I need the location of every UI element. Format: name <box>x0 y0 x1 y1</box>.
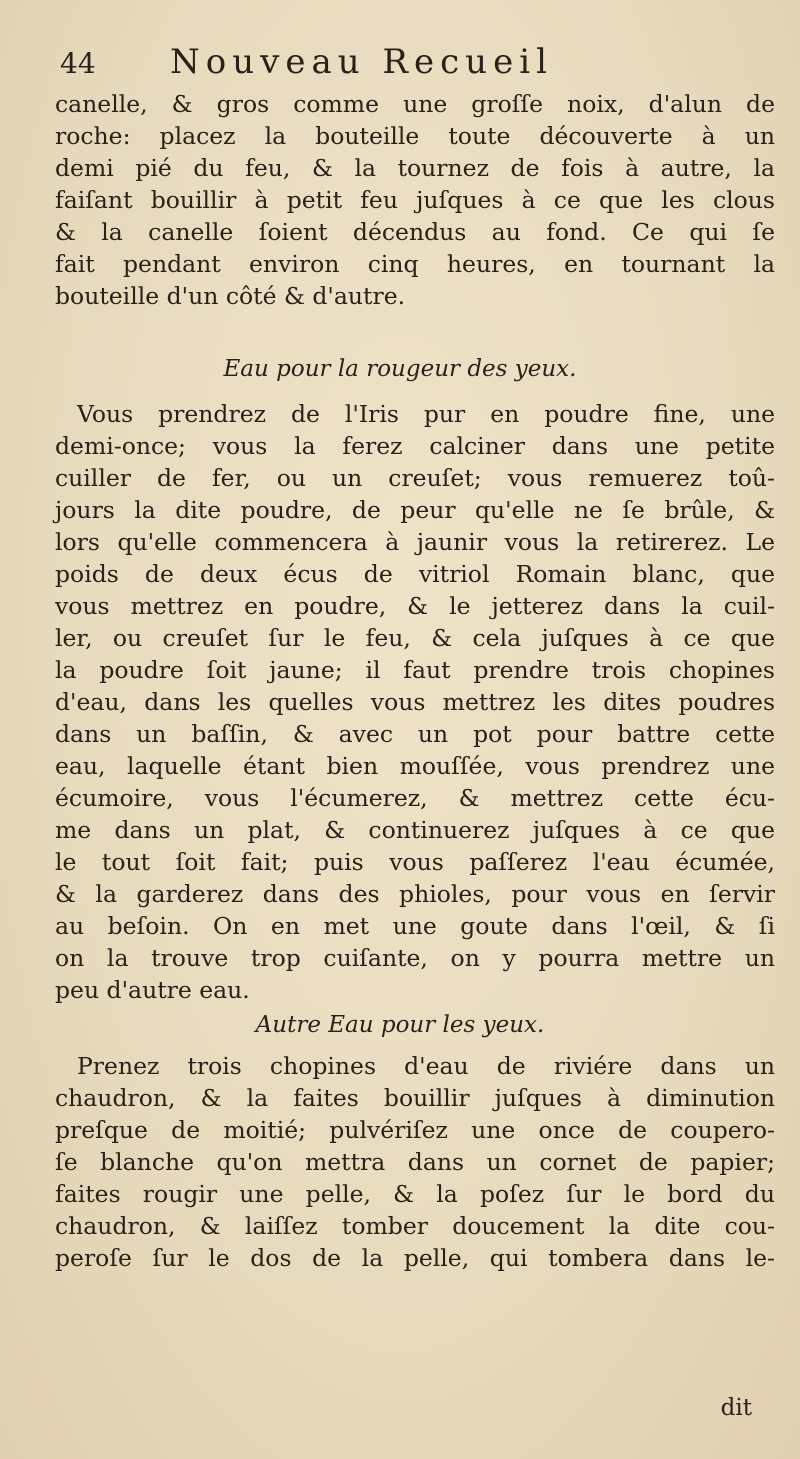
text-line: poids de deux écus de vitriol Romain blanc, que <box>55 560 775 588</box>
text-line: cuiller de fer, ou un creuſet; vous remuerez toû- <box>55 464 775 492</box>
text-line: demi-once; vous la ferez calciner dans une petite <box>55 432 775 460</box>
text-line: la poudre ſoit jaune; il faut prendre trois chopines <box>55 656 775 684</box>
text-line: roche: placez la bouteille toute découverte à un <box>55 122 775 150</box>
text-line: canelle, & gros comme une groſſe noix, d'alun de <box>55 90 775 118</box>
text-line: demi pié du feu, & la tournez de fois à autre, la <box>55 154 775 182</box>
text-line: écumoire, vous l'écumerez, & mettrez cette écu- <box>55 784 775 812</box>
text-line: le tout ſoit fait; puis vous paſſerez l'eau écumée, <box>55 848 775 876</box>
text-line: bouteille d'un côté & d'autre. <box>55 282 406 310</box>
paragraph-continuation <box>55 88 775 312</box>
text-line: & la garderez dans des phioles, pour vous en ſervir <box>55 880 775 908</box>
text-line: me dans un plat, & continuerez juſques à ce que <box>55 816 775 844</box>
section-heading: Eau pour la rougeur des yeux. <box>223 356 577 382</box>
text-line: d'eau, dans les quelles vous mettrez les dites poudres <box>55 688 775 716</box>
text-line: Vous prendrez de l'Iris pur en poudre fine, une <box>77 400 775 428</box>
text-line: chaudron, & la faites bouillir juſques à diminution <box>55 1084 775 1112</box>
text-line: preſque de moitié; pulvériſez une once de coupero- <box>55 1116 775 1144</box>
running-title: Nouveau Recueil <box>170 42 553 82</box>
text-line: Prenez trois chopines d'eau de riviére dans un <box>77 1052 775 1080</box>
text-line: on la trouve trop cuiſante, on y pourra mettre un <box>55 944 775 972</box>
paragraph-autre-eau <box>55 1050 775 1274</box>
text-line: dans un baſſin, & avec un pot pour battre cette <box>55 720 775 748</box>
text-line: vous mettrez en poudre, & le jetterez dans la cuil- <box>55 592 775 620</box>
text-line: au beſoin. On en met une goute dans l'œil, & ſi <box>55 912 775 940</box>
text-line: ſe blanche qu'on mettra dans un cornet de papier; <box>55 1148 775 1176</box>
text-line: faites rougir une pelle, & la poſez ſur le bord du <box>55 1180 775 1208</box>
text-line: chaudron, & laiſſez tomber doucement la dite cou- <box>55 1212 775 1240</box>
text-line: & la canelle ſoient décendus au fond. Ce qui ſe <box>55 218 775 246</box>
text-line: lors qu'elle commencera à jaunir vous la retirerez. Le <box>55 528 775 556</box>
page-number: 44 <box>60 47 96 80</box>
text-line: jours la dite poudre, de peur qu'elle ne ſe brûle, & <box>55 496 775 524</box>
text-line: peroſe ſur le dos de la pelle, qui tombera dans le- <box>55 1244 775 1272</box>
text-line: peu d'autre eau. <box>55 976 250 1004</box>
text-line: ler, ou creuſet ſur le feu, & cela juſques à ce que <box>55 624 775 652</box>
catchword: dit <box>720 1395 752 1421</box>
page-header <box>60 42 760 88</box>
text-line: eau, laquelle étant bien mouſſée, vous prendrez une <box>55 752 775 780</box>
section-heading: Autre Eau pour les yeux. <box>255 1012 545 1038</box>
paragraph-eau-rougeur <box>55 398 775 1006</box>
text-line: faiſant bouillir à petit feu juſques à ce que les clous <box>55 186 775 214</box>
text-line: fait pendant environ cinq heures, en tournant la <box>55 250 775 278</box>
